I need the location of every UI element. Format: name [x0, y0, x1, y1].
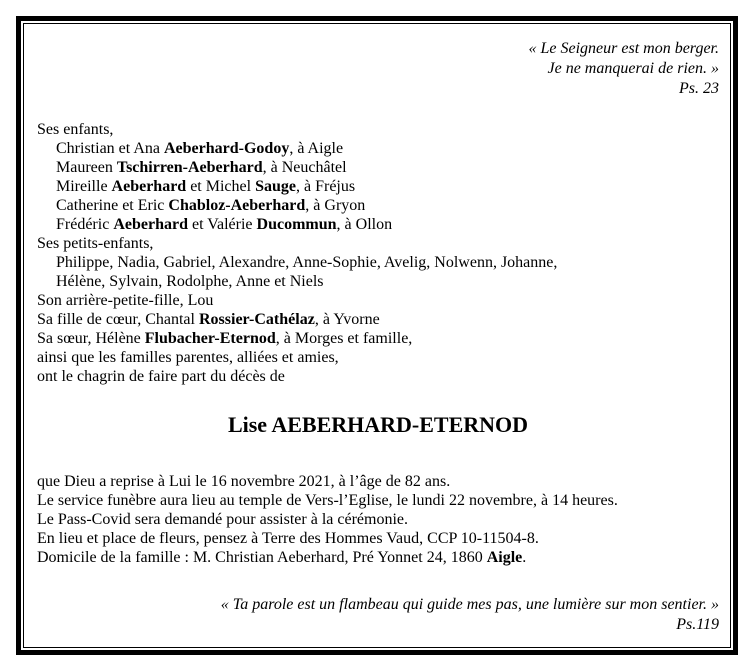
text-run: et Michel — [186, 178, 256, 195]
text-run: En lieu et place de fleurs, pensez à Terre des Hommes Vaud, CCP 10-11504-8. — [37, 530, 539, 547]
text-line — [37, 177, 719, 196]
text-line — [37, 196, 719, 215]
text-run: Christian et Ana — [56, 140, 164, 157]
scripture-quote-top — [37, 39, 719, 99]
text-line — [37, 234, 719, 253]
text-line — [37, 158, 719, 177]
surname-bold: Sauge — [255, 178, 296, 195]
text-run: Ses enfants, — [37, 121, 114, 138]
surname-bold: Aeberhard — [111, 178, 187, 195]
quote-line: Je ne manquerai de rien. » — [547, 60, 719, 77]
text-run: , à Aigle — [289, 140, 344, 157]
text-line — [37, 329, 719, 348]
surname-bold: Aeberhard — [113, 216, 188, 233]
text-line — [37, 491, 719, 510]
scripture-quote-bottom — [37, 595, 719, 635]
text-run: Frédéric — [56, 216, 114, 233]
text-run: ainsi que les familles parentes, alliées et amies, — [37, 349, 339, 366]
text-run: ont le chagrin de faire part du décès de — [37, 368, 285, 385]
family-list — [37, 120, 719, 386]
text-run: Mireille — [56, 178, 112, 195]
surname-bold: Ducommun — [256, 216, 337, 233]
surname-bold: Chabloz-Aeberhard — [168, 197, 306, 214]
surname-bold: Aigle — [486, 549, 523, 566]
text-run: , à Neuchâtel — [262, 159, 347, 176]
text-run: que Dieu a reprise à Lui le 16 novembre 2021, à l’âge de 82 ans. — [37, 473, 451, 490]
surname-bold: Aeberhard-Godoy — [163, 140, 290, 157]
quote-reference: Ps.119 — [676, 616, 719, 633]
quote-line: « Le Seigneur est mon berger. — [528, 40, 719, 57]
text-run: . — [522, 549, 527, 566]
text-line — [37, 348, 719, 367]
text-line — [37, 272, 719, 291]
text-run: et Valérie — [187, 216, 257, 233]
text-run: Philippe, Nadia, Gabriel, Alexandre, Anne-Sophie, Avelig, Nolwenn, Johanne, — [56, 254, 558, 271]
quote-line: « Ta parole est un flambeau qui guide mes pas, une lumière sur mon sentier. » — [220, 596, 719, 613]
surname-bold: Tschirren-Aeberhard — [116, 159, 263, 176]
text-run: , à Gryon — [305, 197, 366, 214]
text-line — [37, 510, 719, 529]
document-outer-frame — [16, 16, 738, 655]
text-run: , à Yvorne — [314, 311, 380, 328]
text-run: Son arrière-petite-fille, Lou — [37, 292, 214, 309]
text-run: , à Morges et famille, — [275, 330, 413, 347]
deceased-name-title: Lise AEBERHARD-ETERNOD — [227, 412, 529, 437]
text-line — [37, 253, 719, 272]
text-run: , à Ollon — [336, 216, 393, 233]
announcement-text — [37, 472, 719, 567]
text-run: Sa fille de cœur, Chantal — [37, 311, 199, 328]
text-run: Le Pass-Covid sera demandé pour assister à la cérémonie. — [37, 511, 408, 528]
text-line — [37, 215, 719, 234]
text-line — [37, 367, 719, 386]
text-run: Le service funèbre aura lieu au temple de Vers-l’Eglise, le lundi 22 novembre, à 14 heures. — [37, 492, 618, 509]
text-run: Hélène, Sylvain, Rodolphe, Anne et Niels — [56, 273, 324, 290]
text-run: Catherine et Eric — [56, 197, 169, 214]
text-line — [37, 139, 719, 158]
text-run: Sa sœur, Hélène — [37, 330, 145, 347]
surname-bold: Rossier-Cathélaz — [198, 311, 315, 328]
text-line — [37, 291, 719, 310]
document-inner-frame — [23, 23, 731, 648]
text-run: , à Fréjus — [295, 178, 356, 195]
text-run: Ses petits-enfants, — [37, 235, 154, 252]
text-line — [37, 472, 719, 491]
text-run: Domicile de la famille : M. Christian Aeberhard, Pré Yonnet 24, 1860 — [37, 549, 487, 566]
text-run: Maureen — [56, 159, 117, 176]
text-line — [37, 548, 719, 567]
text-line — [37, 310, 719, 329]
quote-reference: Ps. 23 — [679, 80, 719, 97]
text-line — [37, 120, 719, 139]
text-line — [37, 529, 719, 548]
surname-bold: Flubacher-Eternod — [144, 330, 276, 347]
